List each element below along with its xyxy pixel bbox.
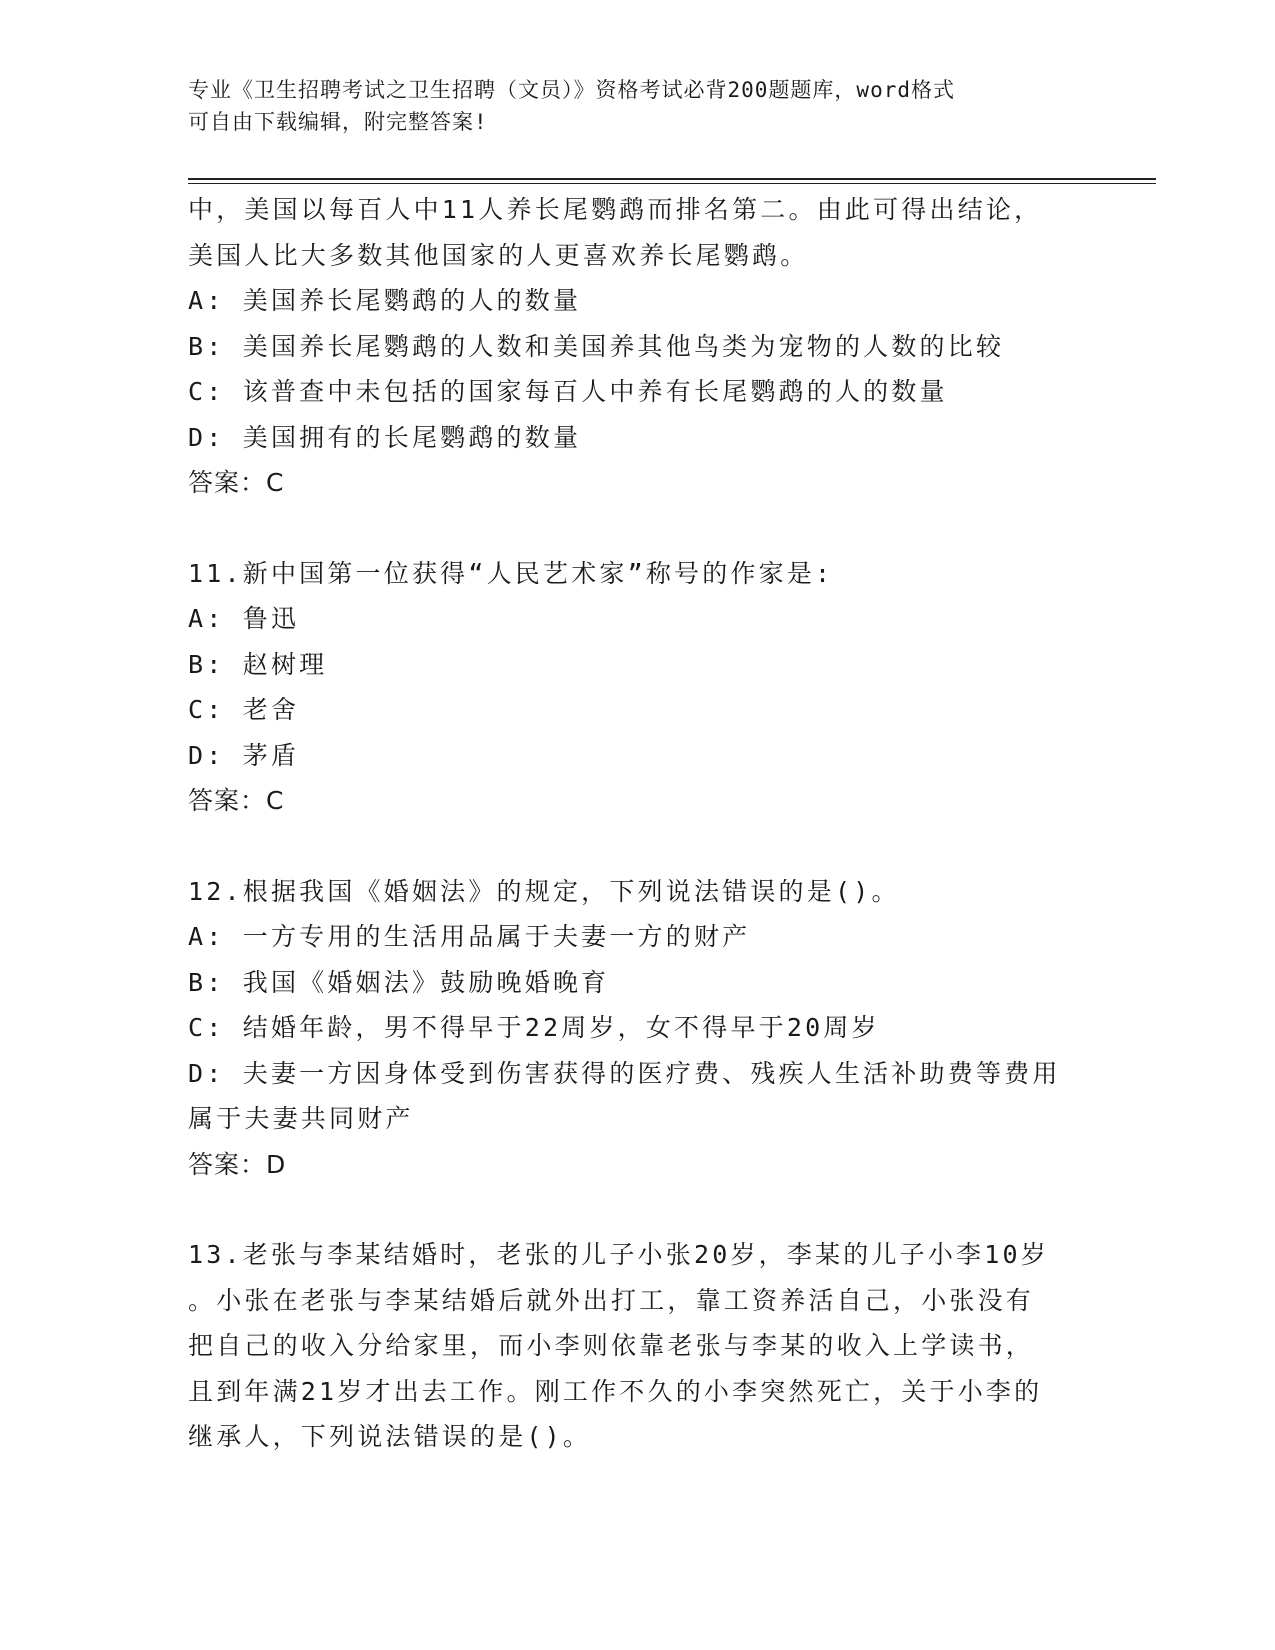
option-d: D: 夫妻一方因身体受到伤害获得的医疗费、残疾人生活补助费等费用 <box>188 1058 1061 1088</box>
question-13 <box>188 1232 1088 1460</box>
option-b: B: 美国养长尾鹦鹉的人数和美国养其他鸟类为宠物的人数的比较 <box>188 331 1005 361</box>
question-stem-line: 11.新中国第一位获得“人民艺术家”称号的作家是: <box>188 558 834 588</box>
question-stem-line: 12.根据我国《婚姻法》的规定，下列说法错误的是()。 <box>188 876 900 906</box>
option-a: A: 鲁迅 <box>188 604 300 633</box>
question-12 <box>188 869 1088 1188</box>
spacer <box>188 506 1088 551</box>
option-a: A: 一方专用的生活用品属于夫妻一方的财产 <box>188 922 751 951</box>
answer-line: 答案：C <box>188 468 285 497</box>
question-10 <box>188 187 1088 506</box>
answer-line: 答案：C <box>188 786 285 815</box>
option-c: C: 该普查中未包括的国家每百人中养有长尾鹦鹉的人的数量 <box>188 377 948 406</box>
spacer <box>188 1187 1088 1232</box>
option-a: A: 美国养长尾鹦鹉的人的数量 <box>188 286 582 315</box>
header-divider-thin <box>188 183 1156 184</box>
option-d: D: 美国拥有的长尾鹦鹉的数量 <box>188 422 582 452</box>
question-stem-line: 继承人，下列说法错误的是()。 <box>188 1422 592 1451</box>
question-11 <box>188 551 1088 824</box>
option-c: C: 结婚年龄，男不得早于22周岁，女不得早于20周岁 <box>188 1013 880 1042</box>
option-b: B: 我国《婚姻法》鼓励晚婚晚育 <box>188 967 610 997</box>
answer-line: 答案：D <box>188 1149 287 1179</box>
question-stem-line: 把自己的收入分给家里，而小李则依靠老张与李某的收入上学读书， <box>188 1331 1035 1360</box>
question-stem-line: 美国人比大多数其他国家的人更喜欢养长尾鹦鹉。 <box>188 240 809 270</box>
question-stem-line: 中，美国以每百人中11人养长尾鹦鹉而排名第二。由此可得出结论， <box>188 195 1043 224</box>
header-title-line-1: 专业《卫生招聘考试之卫生招聘（文员）》资格考试必背200题题库，word格式 <box>188 78 955 102</box>
question-stem-line: 13.老张与李某结婚时，老张的儿子小张20岁，李某的儿子小李10岁 <box>188 1240 1049 1269</box>
document-header <box>188 74 1088 138</box>
option-b: B: 赵树理 <box>188 649 328 679</box>
option-c: C: 老舍 <box>188 695 300 724</box>
option-d-continuation: 属于夫妻共同财产 <box>188 1104 414 1133</box>
document-body <box>188 187 1088 1460</box>
question-stem-line: 。小张在老张与李某结婚后就外出打工，靠工资养活自己，小张没有 <box>188 1285 1035 1315</box>
spacer <box>188 824 1088 869</box>
question-stem-line: 且到年满21岁才出去工作。刚工作不久的小李突然死亡，关于小李的 <box>188 1376 1043 1406</box>
header-divider-thick <box>188 178 1156 180</box>
header-title-line-2: 可自由下载编辑，附完整答案! <box>188 110 488 134</box>
option-d: D: 茅盾 <box>188 740 300 770</box>
